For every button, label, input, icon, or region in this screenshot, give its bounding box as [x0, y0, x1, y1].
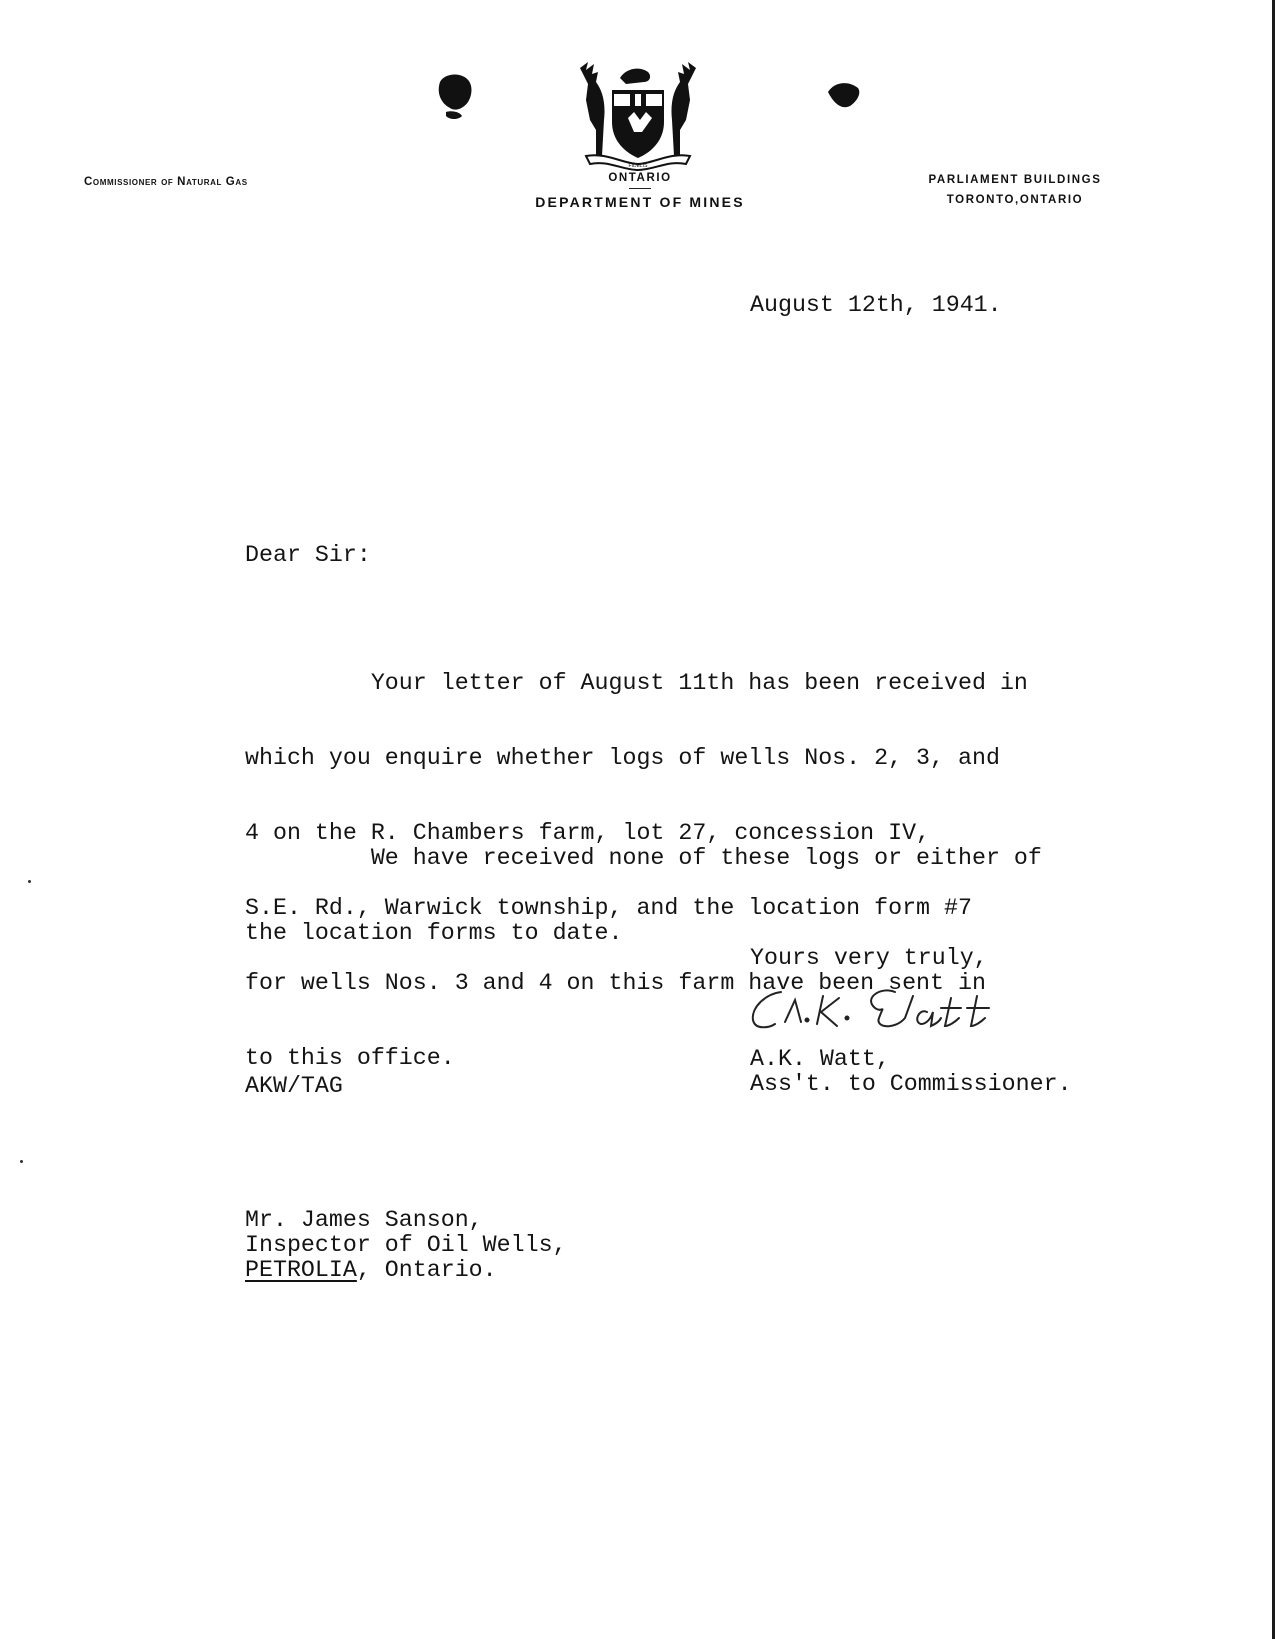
- recipient-town: PETROLIA: [245, 1257, 357, 1283]
- recipient-name: Mr. James Sanson,: [245, 1207, 483, 1233]
- signer-title: Ass't. to Commissioner.: [750, 1071, 1072, 1097]
- paragraph-2-line: the location forms to date.: [245, 920, 623, 946]
- closing: Yours very truly,: [750, 945, 988, 971]
- ink-blot-right: [826, 80, 862, 110]
- letterhead-province: ONTARIO: [608, 172, 672, 184]
- reference-initials: AKW/TAG: [245, 1073, 343, 1099]
- handwritten-signature: [745, 978, 1035, 1048]
- crest-motto: FIDELIS: [628, 163, 648, 169]
- paragraph-2-line: We have received none of these logs or either of: [245, 845, 1042, 871]
- paragraph-1-line: which you enquire whether logs of wells Nos. 2, 3, and: [245, 745, 1000, 771]
- paragraph-1-line: for wells Nos. 3 and 4 on this farm have been sent in: [245, 970, 986, 996]
- paragraph-1-line: to this office.: [245, 1045, 455, 1071]
- letterhead-rule: [629, 188, 651, 189]
- recipient-location: [245, 1258, 497, 1283]
- letterhead-address: [900, 170, 1130, 210]
- recipient-title: Inspector of Oil Wells,: [245, 1232, 567, 1258]
- scan-speck: [28, 880, 31, 883]
- letterhead-office: Commissioner of Natural Gas: [84, 176, 248, 188]
- letter-date: August 12th, 1941.: [750, 292, 1002, 318]
- ink-blot-left: [432, 72, 476, 124]
- paragraph-1-line: S.E. Rd., Warwick township, and the location form #7: [245, 895, 972, 921]
- letterhead-address-line2: TORONTO,ONTARIO: [946, 194, 1084, 206]
- letterhead-department: DEPARTMENT OF MINES: [535, 194, 745, 210]
- paragraph-1-line: Your letter of August 11th has been received in: [245, 670, 1028, 696]
- signer-name: A.K. Watt,: [750, 1046, 890, 1072]
- ontario-coat-of-arms: [576, 60, 700, 172]
- letterhead-address-line1: PARLIAMENT BUILDINGS: [928, 174, 1102, 186]
- paragraph-1-line: 4 on the R. Chambers farm, lot 27, concession IV,: [245, 820, 931, 846]
- scan-speck: [20, 1160, 23, 1163]
- letterhead-center: [500, 172, 780, 210]
- salutation: Dear Sir:: [245, 542, 371, 568]
- recipient-province: , Ontario.: [356, 1257, 497, 1283]
